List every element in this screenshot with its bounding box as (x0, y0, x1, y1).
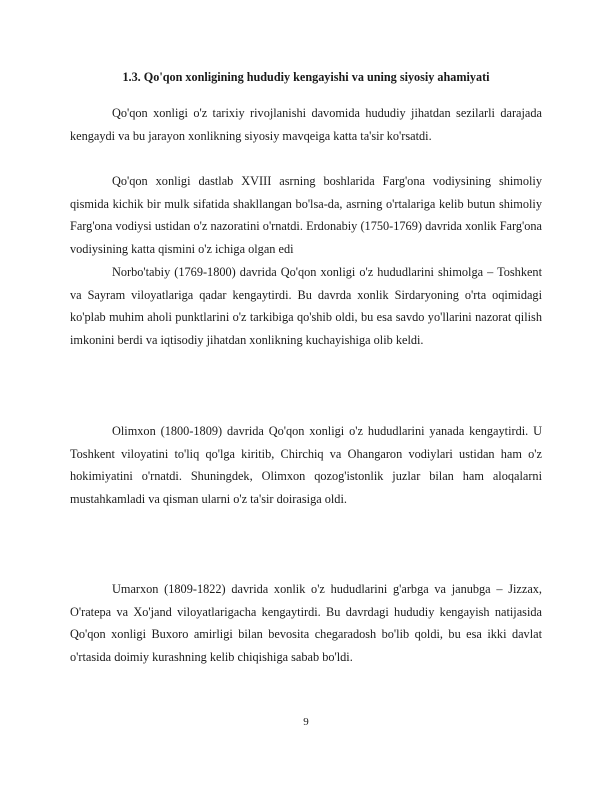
paragraph-5: Umarxon (1809-1822) davrida xonlik o'z hududlarini g'arbga va janubga – Jizzax, O'ratepa va Xo'jand viloyatlarigacha kengaytirdi. Bu davrdagi hududiy kengayish natijasida Qo'qon xonligi Buxoro amirligi bilan bevosita chegaradosh bo'lib qoldi, bu esa ikki davlat o'rtasida doimiy kurashning kelib chiqishiga sabab bo'ldi. (70, 582, 542, 664)
paragraph-1: Qo'qon xonligi o'z tarixiy rivojlanishi davomida hududiy jihatdan sezilarli darajada kengaydi va bu jarayon xonlikning siyosiy mavqeiga katta ta'sir ko'rsatdi. (70, 106, 542, 143)
paragraph-2: Qo'qon xonligi dastlab XVIII asrning boshlarida Farg'ona vodiysining shimoliy qismida kichik bir mulk sifatida shakllangan bo'lsa-da, asrning o'rtalariga kelib butun shimoliy Farg'ona vodiysi ustidan o'z nazoratini o'rnatdi. Erdonabiy (1750-1769) davrida xonlik Farg'ona vodiysining katta qismini o'z ichiga olgan edi (70, 174, 542, 256)
page-number: 9 (303, 716, 309, 728)
paragraph-3: Norbo'tabiy (1769-1800) davrida Qo'qon xonligi o'z hududlarini shimolga – Toshkent va Sayram viloyatlariga qadar kengaytirdi. Bu davrda xonlik Sirdaryoning o'rta oqimidagi ko'plab muhim aholi punktlarini o'z tarkibiga qo'shib oldi, bu esa savdo yo'llarini nazorat qilish imkonini berdi va iqtisodiy jihatdan xonlikning kuchayishiga olib keldi. (70, 265, 542, 347)
section-heading: 1.3. Qo'qon xonligining hududiy kengayishi va uning siyosiy ahamiyati (122, 70, 490, 84)
paragraph-4: Olimxon (1800-1809) davrida Qo'qon xonligi o'z hududlarini yanada kengaytirdi. U Toshkent viloyatini to'liq qo'lga kiritib, Chirchiq va Ohangaron vodiylari ustidan ham o'z hokimiyatini o'rnatdi. Shuningdek, Olimxon qozog'istonlik juzlar bilan ham aloqalarni mustahkamladi va qisman ularni o'z ta'sir doirasiga oldi. (70, 424, 542, 506)
